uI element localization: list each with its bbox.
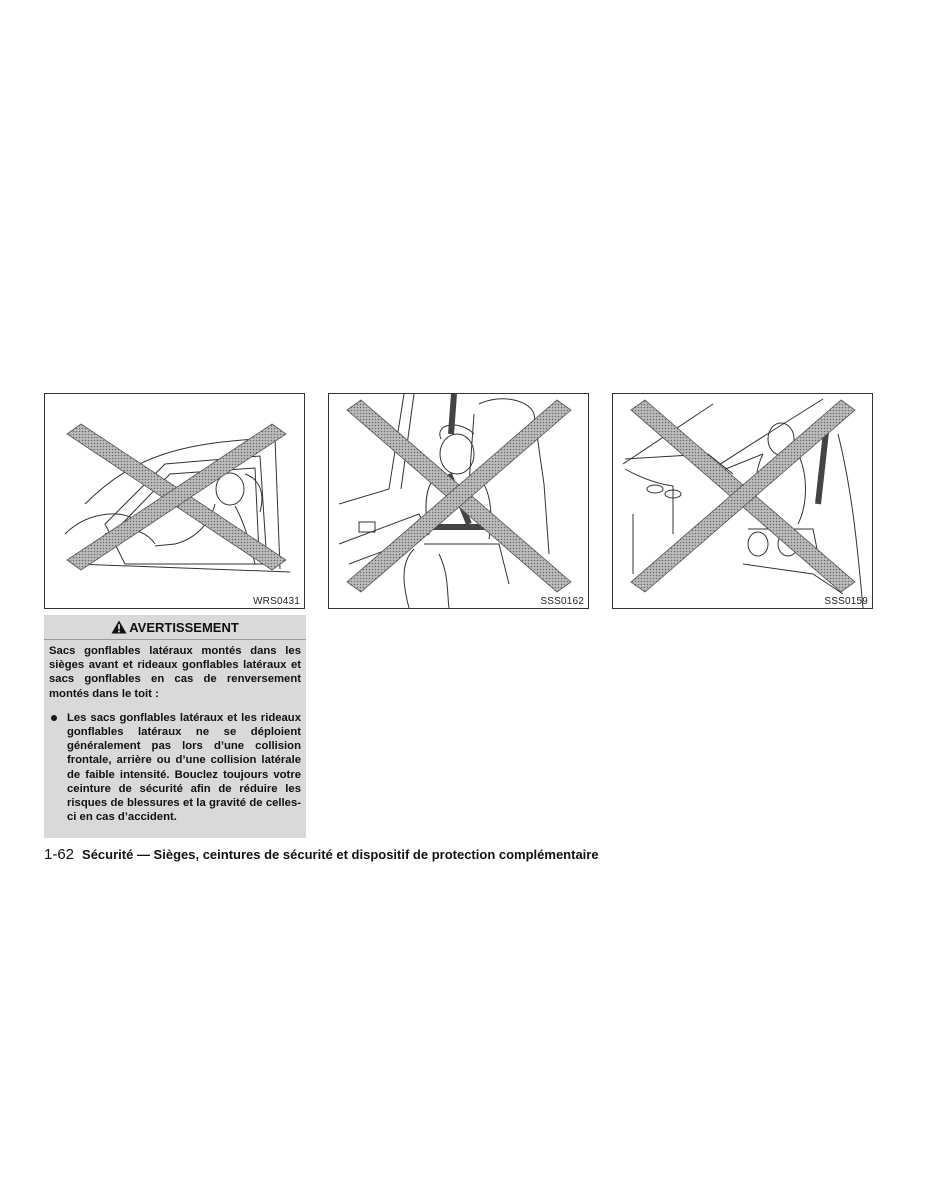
- chapter-title: Sécurité — Sièges, ceintures de sécurité et dispositif de protection complémentaire: [82, 847, 599, 862]
- warning-body: [44, 640, 306, 824]
- warning-box: [44, 615, 306, 838]
- figure-sss0159: [612, 393, 873, 609]
- warning-bullet-list: [49, 711, 301, 825]
- figure-code: SSS0162: [540, 596, 584, 607]
- warning-bullet: [49, 711, 301, 825]
- figure-sss0162: [328, 393, 589, 609]
- warning-triangle-icon: [111, 620, 127, 634]
- warning-bullet-text: Les sacs gonflables latéraux et les rideaux gonflables latéraux ne se déploient généralement pas lors d’une collision frontale, arrière ou d’une collision latérale de faible intensité. Bouclez toujours votre ceinture de sécurité afin de réduire les risques de blessures et la gravité de celles-ci en cas d’accident.: [67, 711, 301, 824]
- illustration-child-standing-dashboard: [613, 394, 872, 608]
- figure-code: SSS0159: [824, 596, 868, 607]
- illustration-child-seatbelt: [329, 394, 588, 608]
- illustration-occupant-leaning-window: [45, 394, 304, 608]
- figure-wrs0431: [44, 393, 305, 609]
- warning-header: [44, 615, 306, 640]
- warning-intro: Sacs gonflables latéraux montés dans les sièges avant et rideaux gonflables latéraux et sacs gonflables en cas de renversement montés dans le toit :: [49, 645, 301, 700]
- bullet-icon: [51, 715, 57, 721]
- page-footer: [44, 846, 844, 863]
- warning-title: AVERTISSEMENT: [129, 619, 239, 635]
- figure-code: WRS0431: [253, 596, 300, 607]
- page-number: 1-62: [44, 846, 75, 863]
